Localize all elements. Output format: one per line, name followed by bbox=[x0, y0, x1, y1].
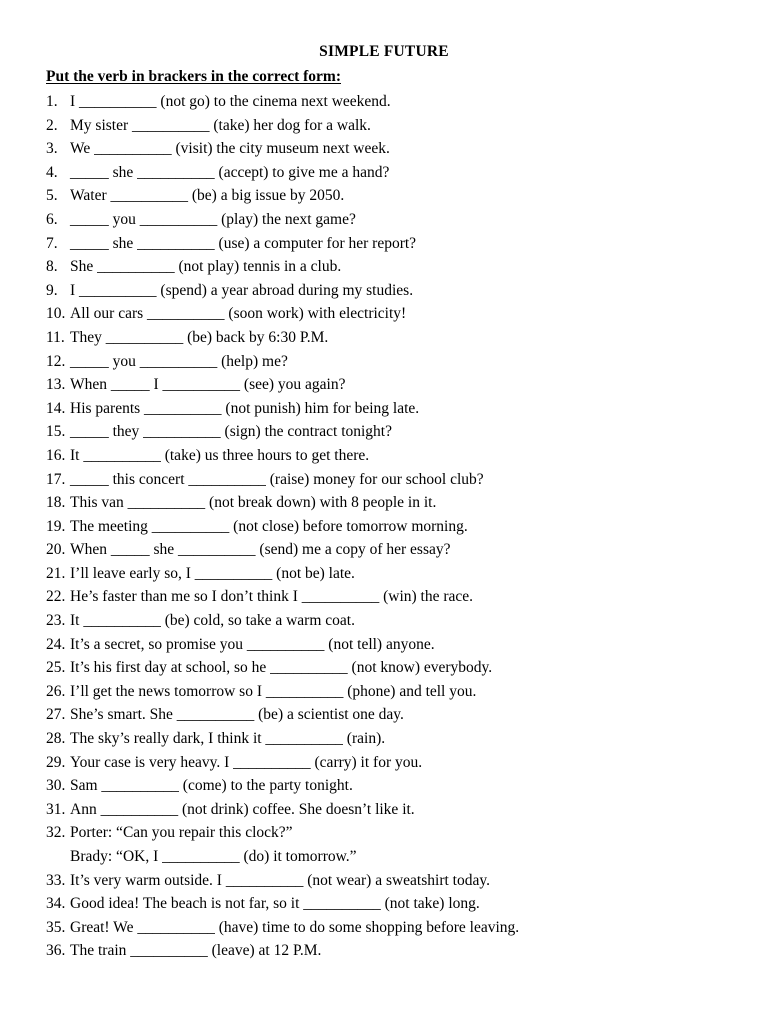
exercise-item bbox=[46, 279, 736, 303]
exercise-item bbox=[46, 468, 736, 492]
exercise-sentence: Good idea! The beach is not far, so it __________ (not take) long. bbox=[70, 895, 480, 913]
exercise-sentence: I’ll get the news tomorrow so I __________ (phone) and tell you. bbox=[70, 682, 477, 700]
exercise-sentence: She __________ (not play) tennis in a club. bbox=[70, 258, 342, 276]
exercise-item bbox=[46, 633, 736, 657]
exercise-sentence: They __________ (be) back by 6:30 P.M. bbox=[70, 328, 329, 346]
exercise-item bbox=[46, 798, 736, 822]
exercise-item bbox=[46, 939, 736, 963]
exercise-sentence: It’s very warm outside. I __________ (not wear) a sweatshirt today. bbox=[70, 871, 490, 889]
exercise-sentence: Your case is very heavy. I __________ (carry) it for you. bbox=[70, 753, 423, 771]
exercise-number: 10. bbox=[46, 305, 66, 323]
exercise-number: 18. bbox=[46, 494, 66, 512]
exercise-number: 36. bbox=[46, 942, 66, 960]
exercise-sentence: She’s smart. She __________ (be) a scientist one day. bbox=[70, 706, 404, 724]
exercise-list bbox=[46, 90, 736, 963]
exercise-sentence: It’s his first day at school, so he __________ (not know) everybody. bbox=[70, 659, 493, 677]
exercise-number: 31. bbox=[46, 800, 66, 818]
exercise-number: 19. bbox=[46, 517, 66, 535]
exercise-sentence: He’s faster than me so I don’t think I __________ (win) the race. bbox=[70, 588, 474, 606]
exercise-item bbox=[46, 232, 736, 256]
exercise-number: 8. bbox=[46, 258, 58, 276]
exercise-item bbox=[46, 609, 736, 633]
exercise-number: 30. bbox=[46, 777, 66, 795]
exercise-item bbox=[46, 90, 736, 114]
exercise-item bbox=[46, 869, 736, 893]
exercise-sentence: _____ this concert __________ (raise) money for our school club? bbox=[70, 470, 484, 488]
exercise-number: 6. bbox=[46, 210, 58, 228]
exercise-number: 28. bbox=[46, 730, 66, 748]
exercise-sentence: I __________ (spend) a year abroad during my studies. bbox=[70, 281, 414, 299]
exercise-number: 1. bbox=[46, 93, 58, 110]
exercise-item bbox=[46, 137, 736, 161]
exercise-number: 5. bbox=[46, 187, 58, 205]
exercise-number: 29. bbox=[46, 753, 66, 771]
exercise-sentence: Great! We __________ (have) time to do some shopping before leaving. bbox=[70, 918, 520, 936]
exercise-sentence: Water __________ (be) a big issue by 2050. bbox=[70, 187, 345, 205]
exercise-sentence: _____ you __________ (play) the next game? bbox=[70, 210, 356, 228]
exercise-item bbox=[46, 916, 736, 940]
exercise-item bbox=[46, 538, 736, 562]
exercise-number: 23. bbox=[46, 612, 66, 630]
exercise-number: 21. bbox=[46, 564, 66, 582]
exercise-sentence: _____ you __________ (help) me? bbox=[70, 352, 288, 370]
exercise-item bbox=[46, 373, 736, 397]
exercise-sentence: The meeting __________ (not close) before tomorrow morning. bbox=[70, 517, 468, 535]
exercise-sentence: Ann __________ (not drink) coffee. She doesn’t like it. bbox=[70, 800, 415, 818]
exercise-number: 3. bbox=[46, 140, 58, 158]
exercise-number: 27. bbox=[46, 706, 66, 724]
exercise-sentence: All our cars __________ (soon work) with electricity! bbox=[70, 305, 407, 323]
exercise-sentence: It’s a secret, so promise you __________ (not tell) anyone. bbox=[70, 635, 435, 653]
exercise-item bbox=[46, 562, 736, 586]
exercise-item bbox=[46, 751, 736, 775]
exercise-item bbox=[46, 845, 736, 869]
exercise-sentence: _____ they __________ (sign) the contract tonight? bbox=[70, 423, 392, 441]
exercise-item bbox=[46, 680, 736, 704]
exercise-sentence: _____ she __________ (use) a computer for her report? bbox=[70, 234, 417, 252]
exercise-sentence: _____ she __________ (accept) to give me a hand? bbox=[70, 163, 390, 181]
exercise-sentence: Brady: “OK, I __________ (do) it tomorrow.” bbox=[70, 848, 357, 865]
exercise-item bbox=[46, 656, 736, 680]
exercise-sentence: I’ll leave early so, I __________ (not be) late. bbox=[70, 564, 355, 582]
exercise-item bbox=[46, 350, 736, 374]
exercise-sentence: Porter: “Can you repair this clock?” bbox=[70, 824, 293, 842]
exercise-sentence: When _____ she __________ (send) me a copy of her essay? bbox=[70, 541, 451, 559]
exercise-item bbox=[46, 892, 736, 916]
exercise-item bbox=[46, 114, 736, 138]
exercise-number: 9. bbox=[46, 281, 58, 299]
exercise-number: 16. bbox=[46, 446, 66, 464]
exercise-number: 20. bbox=[46, 541, 66, 559]
exercise-number: 14. bbox=[46, 399, 66, 417]
exercise-number: 35. bbox=[46, 918, 66, 936]
exercise-sentence: It __________ (take) us three hours to get there. bbox=[70, 446, 370, 464]
exercise-sentence: The train __________ (leave) at 12 P.M. bbox=[70, 942, 322, 960]
exercise-number: 15. bbox=[46, 423, 66, 441]
exercise-item bbox=[46, 255, 736, 279]
exercise-item bbox=[46, 491, 736, 515]
exercise-number: 17. bbox=[46, 470, 66, 488]
exercise-sentence: The sky’s really dark, I think it __________ (rain). bbox=[70, 730, 386, 748]
exercise-item bbox=[46, 184, 736, 208]
exercise-item bbox=[46, 444, 736, 468]
exercise-number: 22. bbox=[46, 588, 66, 606]
exercise-sentence: Sam __________ (come) to the party tonight. bbox=[70, 777, 353, 795]
exercise-item bbox=[46, 302, 736, 326]
exercise-item bbox=[46, 774, 736, 798]
exercise-item bbox=[46, 515, 736, 539]
exercise-number: 26. bbox=[46, 682, 66, 700]
exercise-item bbox=[46, 397, 736, 421]
exercise-item bbox=[46, 326, 736, 350]
exercise-number: 11. bbox=[46, 328, 65, 346]
exercise-sentence: I __________ (not go) to the cinema next weekend. bbox=[70, 93, 391, 110]
exercise-number: 2. bbox=[46, 116, 58, 134]
exercise-item bbox=[46, 703, 736, 727]
exercise-item bbox=[46, 420, 736, 444]
exercise-number: 12. bbox=[46, 352, 66, 370]
exercise-item bbox=[46, 585, 736, 609]
exercise-sentence: We __________ (visit) the city museum next week. bbox=[70, 140, 390, 158]
exercise-sentence: This van __________ (not break down) with 8 people in it. bbox=[70, 494, 437, 512]
exercise-sentence: When _____ I __________ (see) you again? bbox=[70, 376, 346, 394]
exercise-number: 25. bbox=[46, 659, 66, 677]
exercise-number: 4. bbox=[46, 163, 58, 181]
exercise-sentence: It __________ (be) cold, so take a warm coat. bbox=[70, 612, 355, 630]
exercise-number: 13. bbox=[46, 376, 66, 394]
exercise-number: 32. bbox=[46, 824, 66, 842]
exercise-item bbox=[46, 821, 736, 845]
worksheet-title: SIMPLE FUTURE bbox=[319, 43, 449, 60]
exercise-number: 24. bbox=[46, 635, 66, 653]
exercise-item bbox=[46, 727, 736, 751]
exercise-number: 7. bbox=[46, 234, 58, 252]
exercise-sentence: My sister __________ (take) her dog for a walk. bbox=[70, 116, 371, 134]
worksheet-instructions: Put the verb in brackers in the correct form: bbox=[46, 68, 341, 85]
exercise-sentence: His parents __________ (not punish) him for being late. bbox=[70, 399, 420, 417]
exercise-number: 33. bbox=[46, 871, 66, 889]
exercise-number: 34. bbox=[46, 895, 66, 913]
exercise-item bbox=[46, 161, 736, 185]
exercise-item bbox=[46, 208, 736, 232]
